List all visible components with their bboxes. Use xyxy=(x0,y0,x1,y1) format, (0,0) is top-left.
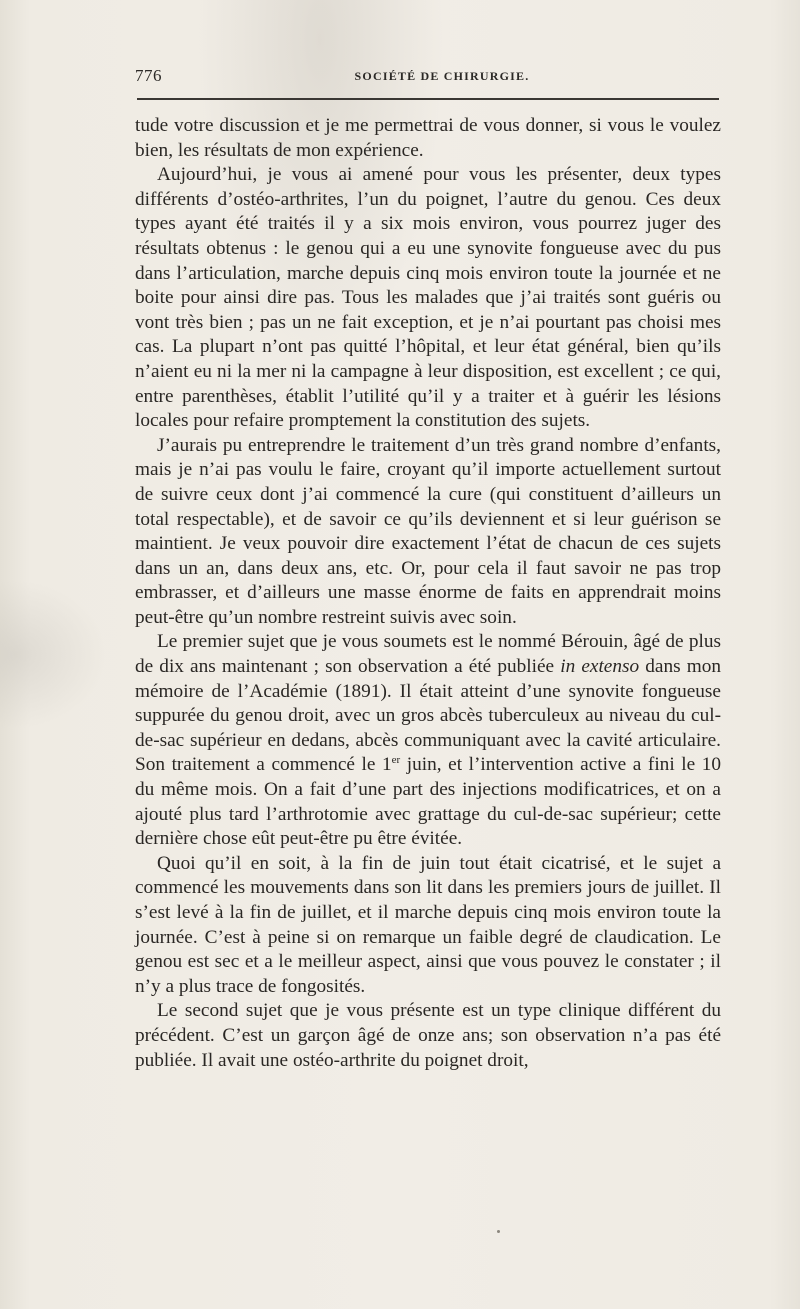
paragraph-1: tude votre discussion et je me permettrai de vous donner, si vous le voulez bien, les résultats de mon expérience. xyxy=(135,115,721,161)
paragraph-4 xyxy=(135,630,721,851)
running-title: SOCIÉTÉ DE CHIRURGIE. xyxy=(354,69,530,83)
ink-speck xyxy=(497,1230,500,1233)
paragraph-5: Quoi qu’il en soit, à la fin de juin tout était cicatrisé, et le sujet a commencé les mouvements dans son lit dans les premiers jours de juillet. Il s’est levé à la fin de juillet, et il marche depuis cinq mois environ toute la journée. C’est à peine si on remarque un faible degré de claudication. Le genou est sec et a le meilleur aspect, ainsi que vous pouvez le constater ; il n’y a plus trace de fongosités. xyxy=(135,852,721,997)
page-number: 776 xyxy=(135,66,162,85)
ordinal-superscript: er xyxy=(391,754,401,767)
header-rule xyxy=(137,98,719,100)
paragraph-6: Le second sujet que je vous présente est un type clinique différent du précédent. C’est un garçon âgé de onze ans; son observation n’a pas été publiée. Il avait une ostéo-arthrite du poignet droit, xyxy=(135,1000,721,1071)
paragraph-3: J’aurais pu entreprendre le traitement d’un très grand nombre d’enfants, mais je n’ai pas voulu le faire, croyant qu’il importe actuellement surtout de suivre ceux dont j’ai commencé la cure (qui constituent d’ailleurs un total respectable), et de savoir ce qu’ils deviennent et si leur guérison se maintient. Je veux pouvoir dire exactement l’état de chacun de ces sujets dans un an, dans deux ans, etc. Or, pour cela il faut savoir ne pas trop embrasser, et d’ailleurs une masse énorme de faits en apprendrait moins peut-être qu’un nombre restreint suivis avec soin. xyxy=(135,434,721,628)
paragraph-4-text-c: juin, et l’intervention active a fini le 10 du même mois. On a fait d’une part des injections modificatrices, et on a ajouté plus tard l’arthrotomie avec grattage du cul-de-sac supérieur; cette dernière chose eût peut-être pu être évitée. xyxy=(135,754,722,850)
page-header xyxy=(135,66,719,90)
italic-in-extenso: in extenso xyxy=(560,656,640,678)
paragraph-4-text-b: dans mon mémoire de l’Académie (1891). Il était atteint d’une synovite fongueuse suppurée du genou droit, avec un gros abcès tuberculeux au niveau du cul-de-sac supérieur en dedans, abcès communiquant avec la cavité articulaire. Son traitement a commencé le 1 xyxy=(135,656,722,776)
paragraph-4-text-a: Le premier sujet que je vous soumets est le nommé Bérouin, âgé de plus de dix ans maintenant ; son observation a été publiée xyxy=(135,631,721,678)
paragraph-2: Aujourd’hui, je vous ai amené pour vous les présenter, deux types différents d’ostéo-arthrites, l’un du poignet, l’autre du genou. Ces deux types ayant été traités il y a six mois environ, vous pourrez juger des résultats obtenus : le genou qui a eu une synovite fongueuse avec du pus dans l’articulation, marche depuis cinq mois environ toute la journée et ne boite pour ainsi dire pas. Tous les malades que j’ai traités sont guéris ou vont très bien ; pas un ne fait exception, et je n’ai pourtant pas choisi mes cas. La plupart n’ont pas quitté l’hôpital, et leur état général, bien qu’ils n’aient eu ni la mer ni la campagne à leur disposition, est excellent ; ce qui, entre parenthèses, établit l’utilité qu’il y a traiter et à guérir les lésions locales pour refaire promptement la constitution des sujets. xyxy=(135,164,721,432)
body-text xyxy=(135,114,721,1073)
